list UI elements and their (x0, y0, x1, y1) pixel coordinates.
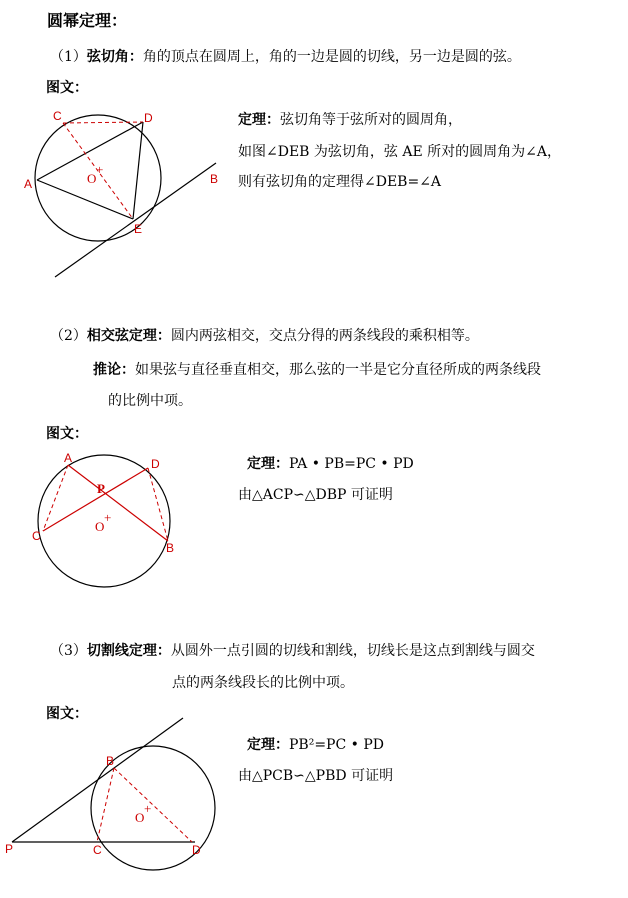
figure2-label-b: B (166, 541, 175, 555)
section1-number: （1） (50, 49, 87, 65)
section2-corollary-cont: 的比例中项。 (108, 393, 192, 409)
section2-name: 相交弦定理： (86, 328, 171, 344)
figure1-dashed-cd (63, 122, 143, 123)
figure3-label-d: D (192, 843, 201, 857)
section3-theorem-text: PB²=PC • PD (289, 737, 384, 753)
section3-number: （3） (50, 643, 87, 659)
section3-name: 切割线定理： (86, 643, 171, 659)
section1-theorem-label: 定理： (238, 112, 280, 128)
section2-theorem-label: 定理： (247, 456, 289, 472)
figure3-label-c: C (93, 843, 102, 857)
section3-theorem-label: 定理： (247, 737, 289, 753)
figure2-label-o: O (95, 519, 105, 534)
figure2-label-c: C (32, 529, 41, 543)
figure1-tangent-line (55, 163, 219, 277)
section1-line2: 如图∠DEB 为弦切角，弦 AE 所对的圆周角为∠A， (238, 144, 561, 160)
figure3-label-p: P (5, 842, 14, 856)
figure3-label-b: B (106, 754, 115, 768)
section3-heading (50, 642, 535, 660)
figure2-center-dot: + (104, 510, 112, 525)
section2-proof: 由△ACP∽△DBP 可证明 (238, 487, 393, 503)
figure3-tangent-line (12, 718, 183, 842)
figure3-label-o: O (135, 810, 145, 825)
figure3-diagram (5, 718, 215, 870)
figure1-label-d: D (144, 111, 153, 125)
section1-theorem (238, 111, 462, 129)
section2-heading (50, 327, 479, 345)
figure1-label-o: O (87, 171, 97, 186)
section3-theorem (247, 736, 384, 754)
figure1-label-b: B (210, 172, 219, 186)
figure1-chord-de (133, 122, 143, 219)
section2-corollary-label: 推论： (93, 362, 135, 378)
section2-corollary-text: 如果弦与直径垂直相交，那么弦的一半是它分直径所成的两条线段 (135, 362, 541, 378)
figure1-center-dot: + (96, 162, 104, 177)
section2-theorem-text: PA • PB=PC • PD (289, 456, 414, 472)
page-title: 圆幂定理： (47, 11, 128, 30)
section2-figure-label: 图文： (46, 426, 88, 442)
section2-number: （2） (50, 328, 87, 344)
section1-description: 角的顶点在圆周上，角的一边是圆的切线，另一边是圆的弦。 (142, 49, 521, 65)
section3-description: 从圆外一点引圆的切线和割线，切线长是这点到割线与圆交 (170, 643, 535, 659)
figure2-label-d: D (151, 457, 160, 471)
section1-theorem-text: 弦切角等于弦所对的圆周角， (280, 112, 462, 128)
figure1-label-e: E (134, 222, 143, 236)
section3-description-cont: 点的两条线段长的比例中项。 (172, 675, 354, 691)
section3-figure-label: 图文： (46, 706, 88, 722)
figure3-center-dot: + (144, 801, 152, 816)
figure2-diagram (32, 451, 174, 587)
figure2-label-p: P (97, 481, 105, 496)
figure1-label-a: A (24, 177, 33, 191)
section1-figure-label: 图文： (46, 80, 88, 96)
section2-corollary (93, 361, 541, 379)
figure1-diagram (24, 109, 218, 277)
figure2-label-a: A (64, 451, 73, 465)
section2-description: 圆内两弦相交，交点分得的两条线段的乘积相等。 (170, 328, 479, 344)
figure3-dashed-bd (114, 768, 192, 842)
figure1-label-c: C (53, 109, 62, 123)
section1-line3: 则有弦切角的定理得∠DEB=∠A (238, 174, 442, 190)
section1-name: 弦切角： (86, 49, 143, 65)
figure2-dashed-db (148, 468, 168, 541)
section3-proof: 由△PCB∽△PBD 可证明 (238, 768, 394, 784)
section2-theorem (247, 455, 414, 473)
figure2-dashed-ac (43, 465, 68, 531)
